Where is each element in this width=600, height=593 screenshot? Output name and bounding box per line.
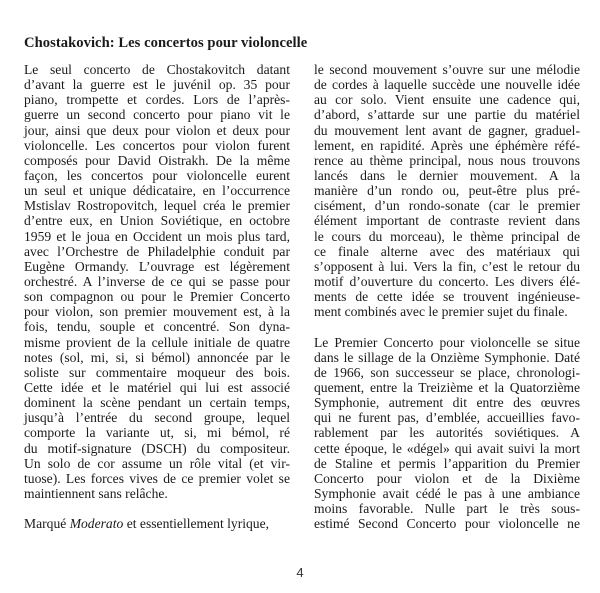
text-line: d’avant la guerre est le juvénil op. 35 pour: [24, 77, 290, 93]
text-line: Mstislav Rostropovitch, lequel créa le premier: [24, 198, 290, 214]
text-line: façon, les concertos pour violoncelle eurent: [24, 167, 290, 183]
text-run: Marqué: [24, 516, 70, 532]
text-line: estimé Second Concerto pour violoncelle ne: [314, 516, 580, 532]
text-line: Eugène Ormandy. L’ouvrage est légèrement: [24, 258, 290, 274]
text-line: de Staline et permis l’apparition du Premier: [314, 455, 580, 471]
text-line: jour, ainsi que deux pour violon et deux pour: [24, 122, 290, 138]
text-line: rence au thème principal, nous nous trouvons: [314, 152, 580, 168]
text-line: ce finale alterne avec des matériaux qui: [314, 243, 580, 259]
text-line: Symphonie, autrement dit entre des œuvres: [314, 395, 580, 411]
text-line: de 1966, son successeur se place, chronologi-: [314, 364, 580, 380]
text-line: Un solo de cor assume un rôle vital (et vir-: [24, 455, 290, 471]
text-line: élément important de contraste revient dans: [314, 213, 580, 229]
text-line: Concerto pour violon et de la Dixième: [314, 470, 580, 486]
text-line: notes (sol, mi, si, si bémol) annoncée par le: [24, 349, 290, 365]
text-run: et essentiellement lyrique,: [123, 516, 270, 532]
text-line: qui ne furent pas, d’emblée, accueillies favo-: [314, 410, 580, 426]
tempo-marking: Moderato: [69, 516, 124, 532]
text-line: [24, 516, 290, 531]
text-line: lancés dans le dernier mouvement. A la: [314, 167, 580, 183]
text-line: Le seul concerto de Chostakovitch datant: [24, 62, 290, 77]
left-column: [24, 62, 290, 531]
right-column: [314, 62, 580, 531]
text-line: misme provient de la cellule initiale de quatre: [24, 334, 290, 350]
right-paragraph-2: [314, 335, 580, 532]
text-line: s’opposent à lui. Vers la fin, c’est le retour du: [314, 258, 580, 274]
text-line: le second mouvement s’ouvre sur une mélodie: [314, 62, 580, 77]
text-line: ments de cette idée se trouvent ingénieuse-: [314, 289, 580, 305]
text-line: quement, entre la Treizième et la Quatorzième: [314, 379, 580, 395]
text-line: cisément, d’un rondo-sonate (car le premier: [314, 198, 580, 214]
text-line: d’entre eux, en Union Soviétique, en octobre: [24, 213, 290, 229]
text-line: manière d’un rondo ou, peut-être plus pré-: [314, 183, 580, 199]
text-line: cette époque, le «dégel» qui avait suivi la mort: [314, 440, 580, 456]
right-paragraph-1: [314, 62, 580, 319]
text-line: d’abord, s’attarde sur une partie du matériel: [314, 107, 580, 123]
text-line: Symphonie avait cédé le pas à une ambiance: [314, 485, 580, 501]
text-line: du mouvement lent avant de gagner, graduel-: [314, 122, 580, 138]
text-line: jusqu’à l’entrée du second groupe, lequel: [24, 410, 290, 426]
text-line: ment combinés avec le premier sujet du finale.: [314, 304, 568, 320]
text-line: composés pour David Oistrakh. De la même: [24, 152, 290, 168]
text-line: Cette idée et le matériel qui lui est associé: [24, 379, 290, 395]
text-line: guerre un second concerto pour piano vit le: [24, 107, 290, 123]
text-line: soliste sur commentaire moqueur des bois.: [24, 364, 290, 380]
text-line: tuose). Les forces vives de ce premier volet se: [24, 470, 290, 486]
text-line: comporte la variante ut, si, mi bémol, ré: [24, 425, 290, 441]
paragraph-gap: [314, 319, 580, 334]
left-paragraph-2: [24, 516, 290, 531]
text-line: son compagnon ou pour le Premier Concerto: [24, 289, 290, 305]
text-line: au cor solo. Vient ensuite une cadence qui,: [314, 92, 580, 108]
text-line: dans le sillage de la Onzième Symphonie. Daté: [314, 349, 580, 365]
text-line: Le Premier Concerto pour violoncelle se situe: [314, 334, 580, 350]
text-line: lement, en rapidité. Après une éphémère réfé-: [314, 137, 580, 153]
text-line: du motif-signature (DSCH) du compositeur.: [24, 440, 290, 456]
text-line: de cordes à laquelle succède une nouvelle idée: [314, 77, 580, 93]
text-line: 1959 et le joua en Occident un mois plus tard,: [24, 228, 290, 244]
article-title: Chostakovich: Les concertos pour violoncelle: [24, 35, 308, 51]
page-number: 4: [296, 565, 304, 580]
text-line: motif d’ouverture du concerto. Les divers élé-: [314, 273, 580, 289]
text-line: moins favorable. Nulle part le très sous-: [314, 501, 580, 517]
text-line: piano, trompette et cordes. Lors de l’après-: [24, 92, 290, 108]
text-line: orchestré. A l’inverse de ce qui se passe pour: [24, 273, 290, 289]
text-line: violoncelle. Les concertos pour violon furent: [24, 137, 290, 153]
text-line: fois, tendu, souple et concentré. Son dyna-: [24, 319, 290, 335]
text-line: le cours du morceau), le thème principal de: [314, 228, 580, 244]
left-paragraph-1: [24, 62, 290, 501]
text-line: dominent la scène pendant un certain temps,: [24, 395, 290, 411]
paragraph-gap: [24, 501, 290, 516]
text-line: avec l’Orchestre de Philadelphie conduit par: [24, 243, 290, 259]
text-line: un seul et unique dédicataire, en l’occurrence: [24, 183, 290, 199]
text-line: maintiennent sans relâche.: [24, 485, 168, 501]
text-line: rablement par les autorités soviétiques. A: [314, 425, 580, 441]
text-line: pour violon, son premier mouvement est, à la: [24, 304, 290, 320]
